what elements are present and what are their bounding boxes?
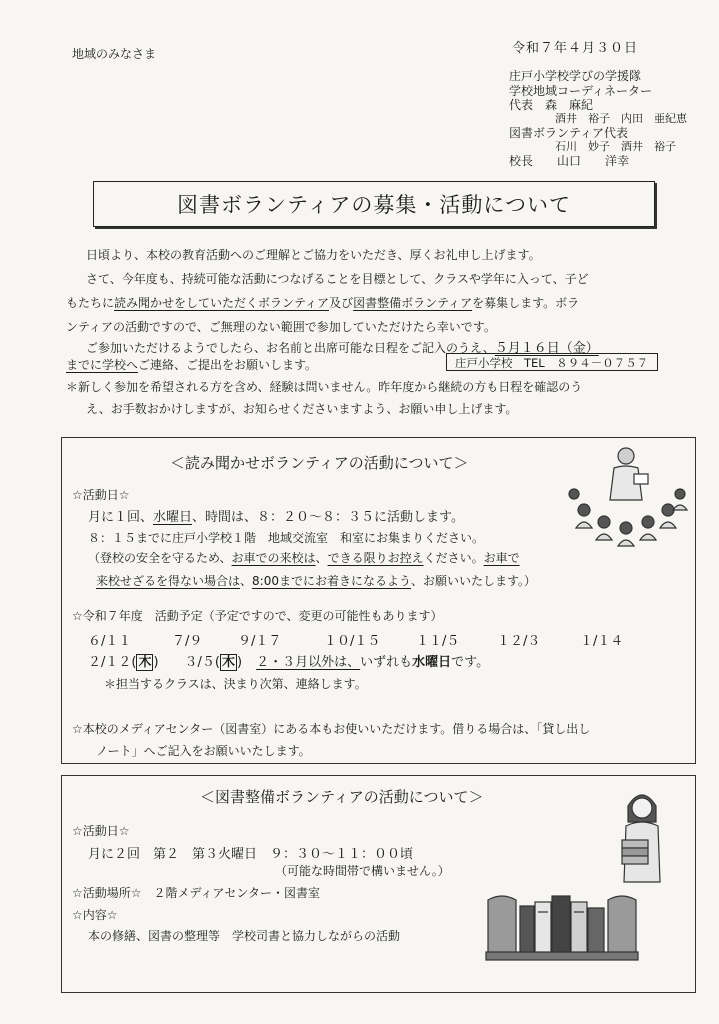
schedule-line2 [88,651,489,670]
wednesday-emphasis: 水曜日 [153,510,193,525]
bookshelf-illustration [482,882,642,962]
library-line2: （可能な時間帯で構いません。） [275,864,450,878]
schedule-label: ☆令和７年度 活動予定（予定ですので、変更の可能性もあります） [72,609,443,623]
library-content: 本の修繕、図書の整理等 学校司書と協力しながらの活動 [88,929,401,943]
principal: 校長 山口 洋幸 [509,154,630,168]
library-place: ☆活動場所☆ ２階メディアセンター・図書室 [72,886,320,900]
class-note: ＊担当するクラスは、決まり次第、連絡します。 [104,677,367,691]
text: 、時間は、８：２０～８：３５に活動します。 [192,510,464,525]
thursday-mark: 木 [222,655,236,670]
sender-library-rep: 図書ボランティア代表 [509,126,629,140]
intro-p2b [66,294,579,311]
schedule-date: ９/１７ [238,634,282,649]
text: （登校の安全を守るため、 [88,551,232,565]
wednesday-bold: 水曜日 [412,655,452,670]
refrain-emphasis: できる限りお控え [327,551,424,565]
schedule-date: １１/５ [416,634,460,649]
text: です。 [451,655,490,670]
schedule-date: ６/１１ [88,634,132,649]
storytelling-illustration [568,444,692,554]
schedule-date: １２/３ [497,634,541,649]
intro-note2: え、お手数おかけしますが、お知らせくださいますよう、お願い申し上げます。 [86,402,518,416]
text: ご連絡、ご提出をお願いします。 [138,358,318,372]
library-content-label: ☆内容☆ [72,908,118,922]
text: ください。 [423,551,484,565]
library-heading: ＜図書整備ボランティアの活動について＞ [200,788,484,806]
intro-p1: 日頃より、本校の教育活動へのご理解とご協力をいただき、厚くお礼申し上げます。 [86,248,541,262]
sender-rep: 代表 森 麻紀 [509,98,594,112]
sender-members: 酒井 裕子 内田 亜紀恵 [555,112,687,125]
reading-line4 [96,572,536,589]
text: ３/５( [184,655,220,670]
intro-p2a: さて、今年度も、持続可能な活動につなげることを目標として、クラスや学年に入って、子ど [86,272,589,286]
intro-note1: ＊新しく参加を希望される方を含め、経験は問いません。昨年度から継続の方も日程を確認のう [66,380,583,394]
text: を募集します。ボラ [472,296,580,310]
recipient: 地域のみなさま [72,47,157,61]
page-title: 図書ボランティアの募集・活動について [93,181,655,227]
text: ) [237,655,243,670]
text: 及び [329,296,354,310]
reading-heading: ＜読み聞かせボランティアの活動について＞ [170,454,469,472]
tel-box: 庄戸小学校 TEL ８９４－０７５７ [446,353,658,371]
text: いずれも [360,655,413,670]
media-center-note2: ノート」へご記入をお願いいたします。 [96,744,311,758]
reading-line3 [88,549,520,566]
text: 月に１回、 [88,510,154,525]
text: 、 [240,574,253,588]
sender-org: 庄戸小学校学びの学援隊 [509,69,642,83]
schedule-date: １/１４ [580,634,624,649]
unavoidable-emphasis: 来校せざるを得ない場合は [96,574,241,588]
intro-p3b [66,356,317,373]
text: 、お願いいたします。） [410,574,537,588]
schedule-date: ７/９ [172,634,203,649]
sender-library-members: 石川 妙子 酒井 裕子 [555,140,676,153]
reading-days-label: ☆活動日☆ [72,488,130,502]
intro-p2c: ンティアの活動ですので、ご無理のない範囲で参加していただけたら幸いです。 [66,320,496,334]
librarian-illustration [612,786,672,886]
reading-line2: ８：１５までに庄戸小学校１階 地域交流室 和室にお集まりください。 [88,531,485,545]
by-car-emphasis: お車で [483,551,520,565]
library-volunteer-emphasis: 図書整備ボランティア [353,296,473,310]
to-school-emphasis: までに学校へ [66,358,139,372]
arrive-by-emphasis: 8:00までにお着きになるよう [252,574,411,588]
date: 令和７年４月３０日 [512,41,639,56]
text: ) [153,655,159,670]
text: ２/１２( [88,655,137,670]
car-emphasis: お車での来校は [231,551,316,565]
text: もたちに [66,296,115,310]
sender-role: 学校地域コーディネーター [509,84,653,98]
except-feb-mar-emphasis: ２・３月以外は、 [256,655,361,670]
text: 、 [315,551,328,565]
schedule-date: １０/１５ [324,634,381,649]
reading-volunteer-emphasis: 読み聞かせをしていただくボランティア [114,296,330,310]
text: ご参加いただけるようでしたら、お名前と出席可能な日程をご記入のうえ、 [86,341,495,355]
library-line1: 月に２回 第２ 第３火曜日 ９：３０～１１：００頃 [88,847,414,862]
thursday-mark: 木 [138,655,152,670]
deadline: ５月１６日（金） [494,341,599,356]
media-center-note1: ☆本校のメディアセンター（図書室）にある本もお使いいただけます。借りる場合は、「貸し出し [72,722,591,736]
reading-line1 [88,506,464,525]
library-days-label: ☆活動日☆ [72,824,130,838]
